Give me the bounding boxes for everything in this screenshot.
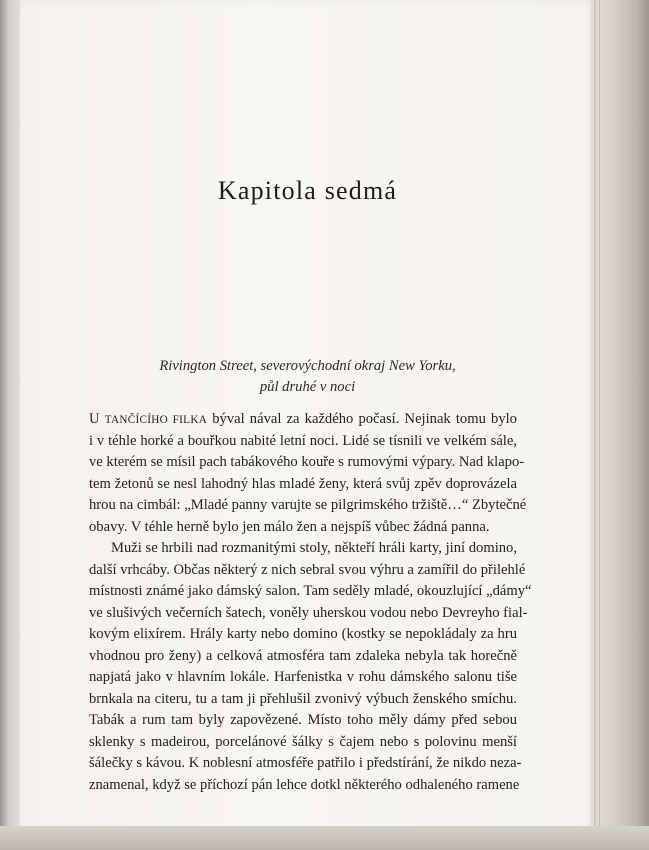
paragraph-line: znamenal, když se příchozí pán lehce dotkl některého odhaleného ramene xyxy=(89,776,520,793)
paragraph-line: i v téhle horké a bouřkou nabité letní noci. Lidé se tísnili ve velkém sále, xyxy=(89,432,517,449)
dateline-line: Rivington Street, severovýchodní okraj New Yorku, xyxy=(159,358,456,374)
smallcaps-lead: TANČÍCÍHO FILKA xyxy=(104,414,208,426)
left-page-edge xyxy=(0,0,10,850)
lead-initial: U xyxy=(89,411,100,427)
chapter-title: Kapitola sedmá xyxy=(217,176,398,205)
paragraph-line: další vrhcáby. Občas některý z nich sebral svou výhru a zamířil do přilehlé xyxy=(89,561,526,578)
paragraph-line: hrou na cimbál: „Mladé panny varujte se pilgrimského tržiště…“ Zbytečné xyxy=(89,497,527,513)
paragraph-line: místnosti známé jako dámský salon. Tam seděly mladé, okouzlující „dámy“ xyxy=(89,583,532,599)
chapter-dateline xyxy=(20,356,595,398)
chapter-body-text xyxy=(89,409,532,796)
paragraph-line: ve slušivých večerních šatech, voněly uherskou vodou nebo Devreyho fial- xyxy=(89,604,528,621)
paragraph-line xyxy=(89,409,517,431)
paragraph-line: vhodnou pro ženy) a celková atmosféra tam zdaleka nebyla tak horečně xyxy=(89,647,517,664)
dateline-line: půl druhé v noci xyxy=(259,379,356,395)
paragraph-line: šálečky s kávou. K noblesní atmosféře patřilo i předstírání, že nikdo neza- xyxy=(89,755,522,771)
paragraph-line: kovým elixírem. Hrály karty nebo domino (kostky se nepokládaly za hru xyxy=(89,626,517,642)
paragraph-line: Tabák a rum tam byly zapovězené. Místo toho měly dámy před sebou xyxy=(89,712,517,728)
paragraph-line: napjatá jako v hlavním lokále. Harfenistka v rohu dámského salonu tiše xyxy=(89,669,517,685)
paragraph-line: brnkala na citeru, tu a tam ji přehlušil zvonivý výbuch ženského smíchu. xyxy=(89,690,517,707)
paragraph-line: sklenky s madeirou, porcelánové šálky s čajem nebo s polovinu menší xyxy=(89,733,517,750)
paragraph-line: Muži se hrbili nad rozmanitými stoly, někteří hráli karty, jiní domino, xyxy=(111,540,517,556)
paragraph-line: ve kterém se mísil pach tabákového kouře s rumovými výpary. Nad klapo- xyxy=(89,454,525,470)
paragraph-line: obavy. V téhle herně bylo jen málo žen a nejspíš vůbec žádná panna. xyxy=(89,518,490,535)
paragraph-line-text: býval nával za každého počasí. Nejinak tomu bylo xyxy=(207,411,517,427)
paragraph-line: tem žetonů se nesl lahodný hlas mladé ženy, která svůj zpěv doprovázela xyxy=(89,475,517,492)
page-stack-edge xyxy=(590,0,649,850)
bottom-page-edge xyxy=(0,826,649,850)
